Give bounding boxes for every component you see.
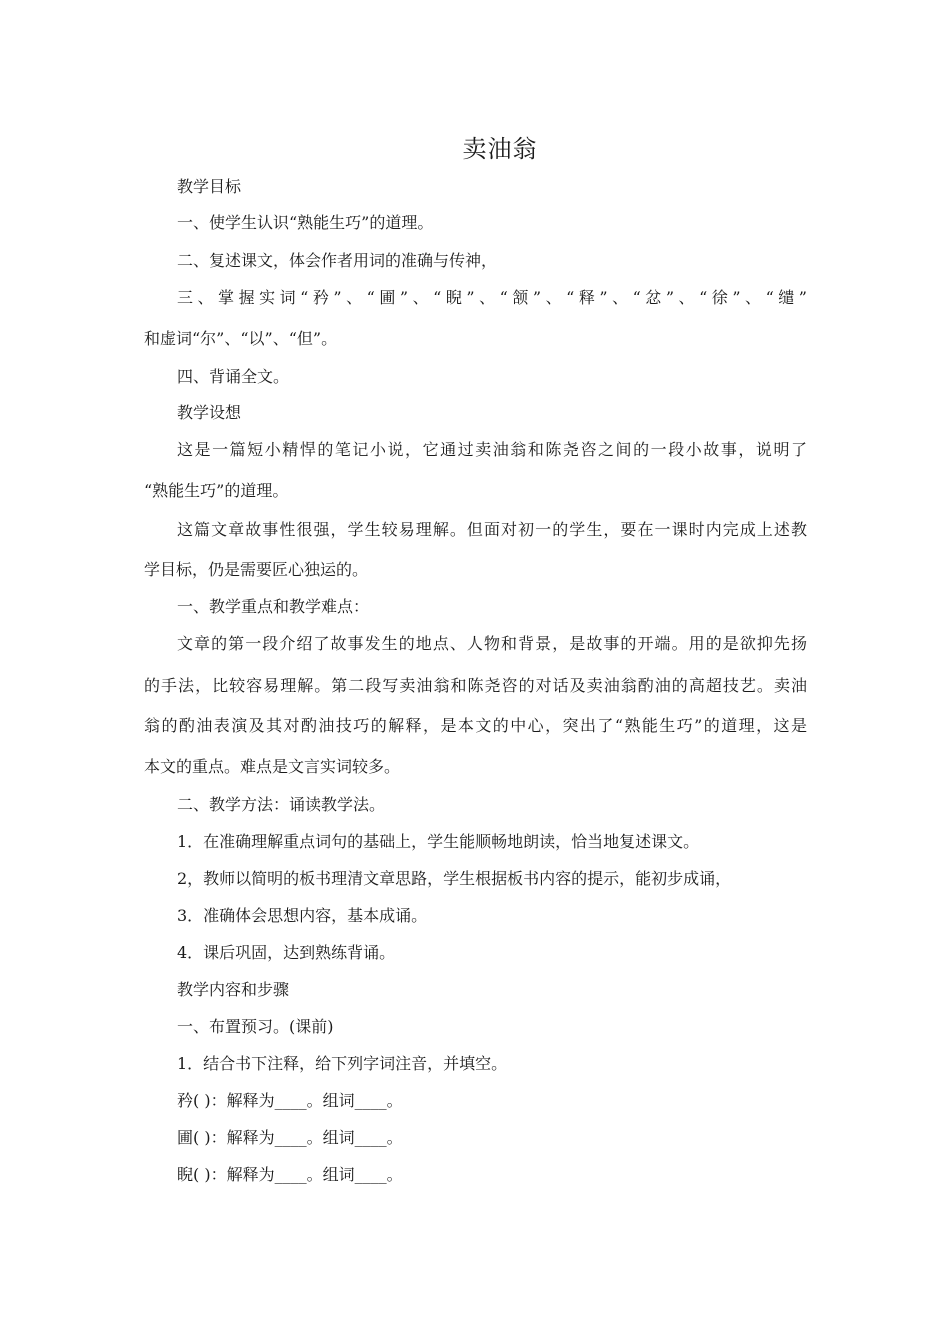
preview-item-1: 1．结合书下注释，给下列字词注音，并填空。 (177, 1054, 508, 1073)
goal-4: 四、背诵全文。 (177, 367, 290, 386)
key-points-line-3: 翁的酌油表演及其对酌油技巧的解释，是本文的中心，突出了“熟能生巧”的道理，这是 (144, 716, 807, 735)
exercise-jin: 矜( )：解释为____。组词____。 (177, 1091, 403, 1110)
goal-1: 一、使学生认识“熟能生巧”的道理。 (177, 213, 434, 232)
ideas-para-1-line-2: “熟能生巧”的道理。 (144, 481, 289, 500)
key-points-line-1: 文章的第一段介绍了故事发生的地点、人物和背景，是故事的开端。用的是欲抑先扬 (177, 634, 807, 653)
key-points-line-2: 的手法，比较容易理解。第二段写卖油翁和陈尧咨的对话及卖油翁酌油的高超技艺。卖油 (144, 676, 807, 695)
key-points-line-4: 本文的重点。难点是文言实词较多。 (144, 757, 401, 776)
document-title: 卖油翁 (462, 135, 538, 163)
method-item-2: 2，教师以简明的板书理清文章思路，学生根据板书内容的提示，能初步成诵， (177, 869, 732, 888)
ideas-para-1-line-1: 这是一篇短小精悍的笔记小说，它通过卖油翁和陈尧咨之间的一段小故事，说明了 (177, 440, 807, 459)
goal-3-line-2: 和虚词“尔”、“以”、“但”。 (144, 329, 338, 348)
method-item-1: 1．在准确理解重点词句的基础上，学生能顺畅地朗读，恰当地复述课文。 (177, 832, 700, 851)
heading-teaching-method: 二、教学方法：诵读教学法。 (177, 795, 386, 814)
ideas-para-2-line-1: 这篇文章故事性很强，学生较易理解。但面对初一的学生，要在一课时内完成上述教 (177, 520, 807, 539)
ideas-para-2-line-2: 学目标，仍是需要匠心独运的。 (144, 560, 369, 579)
method-item-3: 3．准确体会思想内容，基本成诵。 (177, 906, 428, 925)
heading-key-points: 一、教学重点和教学难点： (177, 597, 370, 616)
method-item-4: 4．课后巩固，达到熟练背诵。 (177, 943, 396, 962)
goal-2: 二、复述课文，体会作者用词的准确与传神， (177, 251, 498, 270)
heading-content-steps: 教学内容和步骤 (177, 980, 290, 999)
goal-3-line-1: 三、掌握实词“矜”、“圃”、“睨”、“颔”、“释”、“忿”、“徐”、“缱” (177, 288, 807, 307)
exercise-pu: 圃( )：解释为____。组词____。 (177, 1128, 403, 1147)
heading-teaching-ideas: 教学设想 (177, 403, 242, 422)
exercise-ni: 睨( )：解释为____。组词____。 (177, 1165, 403, 1184)
heading-teaching-goals: 教学目标 (177, 177, 242, 196)
step-preview: 一、布置预习。(课前) (177, 1017, 334, 1036)
